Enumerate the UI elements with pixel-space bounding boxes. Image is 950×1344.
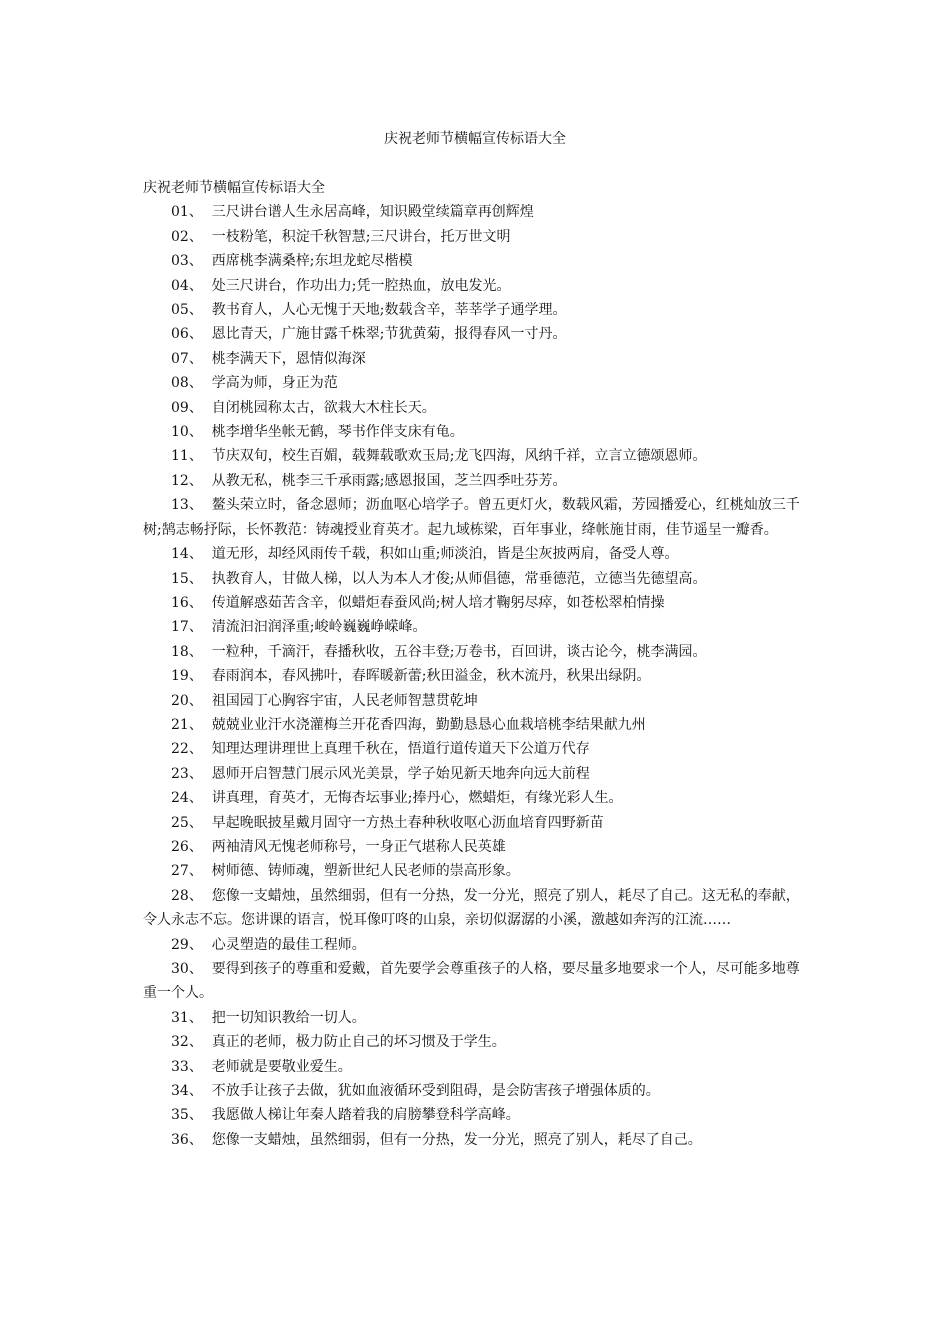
list-item	[143, 347, 813, 371]
item-number: 19、	[171, 668, 203, 685]
item-number: 13、	[171, 497, 203, 514]
item-text: 树师德、铸师魂，塑新世纪人民老师的崇高形象。	[211, 863, 520, 880]
list-item	[143, 689, 813, 713]
item-number: 36、	[171, 1131, 203, 1148]
item-text: 要得到孩子的尊重和爱戴，首先要学会尊重孩子的人格，要尽量多地要求一个人，尽可能多地尊重一个人。	[143, 961, 800, 1002]
item-text: 真正的老师，极力防止自己的坏习惯及于学生。	[211, 1034, 506, 1051]
item-text: 知理达理讲理世上真理千秋在，悟道行道传道天下公道万代存	[211, 741, 590, 758]
list-item	[143, 1128, 813, 1152]
item-text: 从教无私，桃李三千承雨露;感恩报国，芝兰四季吐芬芳。	[211, 472, 567, 489]
document-title: 庆祝老师节横幅宣传标语大全	[384, 131, 566, 147]
list-item	[143, 1079, 813, 1103]
item-number: 16、	[171, 594, 203, 611]
item-number: 35、	[171, 1107, 203, 1124]
item-number: 03、	[171, 253, 203, 270]
item-text: 您像一支蜡烛，虽然细弱，但有一分热，发一分光，照亮了别人，耗尽了自己。	[211, 1131, 702, 1148]
item-text: 鳌头荣立时，备念恩师；沥血呕心培学子。曾五更灯火，数载风霜，芳园播爱心，红桃灿放三千树;鹄志畅抒际，长怀教范：铸魂授业育英才。起九域栋梁，百年事业，绛帐施甘雨，佳节遥呈一瓣香。	[143, 497, 800, 538]
list-item	[143, 567, 813, 591]
item-number: 05、	[171, 302, 203, 319]
item-text: 桃李满天下，恩情似海深	[211, 350, 366, 367]
list-item	[143, 933, 813, 957]
item-number: 33、	[171, 1058, 203, 1075]
item-text: 心灵塑造的最佳工程师。	[211, 936, 366, 953]
item-number: 21、	[171, 716, 203, 733]
list-item	[143, 786, 813, 810]
document-body	[143, 176, 813, 1152]
list-item	[143, 493, 813, 542]
item-number: 24、	[171, 790, 203, 807]
list-item	[143, 274, 813, 298]
item-text: 春雨润本，春风拂叶，春晖暖新蕾;秋田溢金，秋木流丹，秋果出绿阴。	[211, 668, 651, 685]
list-item	[143, 225, 813, 249]
list-item	[143, 713, 813, 737]
item-number: 02、	[171, 228, 203, 245]
item-text: 恩比青天，广施甘露千株翠;节犹黄菊，报得春风一寸丹。	[211, 326, 567, 343]
item-number: 01、	[171, 204, 203, 221]
list-item	[143, 664, 813, 688]
list-item	[143, 1030, 813, 1054]
item-number: 04、	[171, 277, 203, 294]
item-text: 清流汩汩润泽重;峻岭巍巍峥嵘峰。	[211, 619, 427, 636]
item-text: 两袖清风无愧老师称号，一身正气堪称人民英雄	[211, 838, 506, 855]
item-text: 祖国园丁心胸容宇宙，人民老师智慧贯乾坤	[211, 692, 478, 709]
list-item	[143, 322, 813, 346]
document-heading: 庆祝老师节横幅宣传标语大全	[143, 180, 325, 196]
list-item	[143, 298, 813, 322]
item-text: 三尺讲台谱人生永居高峰，知识殿堂续篇章再创辉煌	[211, 204, 534, 221]
item-number: 31、	[171, 1009, 203, 1026]
item-number: 25、	[171, 814, 203, 831]
item-text: 一粒种，千滴汗，春播秋收，五谷丰登;万卷书，百回讲，谈古论今，桃李满园。	[211, 643, 707, 660]
item-number: 10、	[171, 424, 203, 441]
item-number: 12、	[171, 472, 203, 489]
item-text: 执教育人，甘做人梯，以人为本人才俊;从师倡德，常垂德范，立德当先德望高。	[211, 570, 707, 587]
list-item	[143, 811, 813, 835]
item-number: 09、	[171, 399, 203, 416]
item-number: 30、	[171, 961, 203, 977]
item-text: 一枝粉笔，积淀千秋智慧;三尺讲台，托万世文明	[211, 228, 511, 245]
list-item	[143, 762, 813, 786]
list-item	[143, 542, 813, 566]
item-text: 恩师开启智慧门展示风光美景，学子始见新天地奔向远大前程	[211, 765, 590, 782]
list-item	[143, 371, 813, 395]
slogan-list	[143, 200, 813, 1152]
list-item	[143, 835, 813, 859]
list-item	[143, 249, 813, 273]
item-number: 17、	[171, 619, 203, 636]
list-item	[143, 640, 813, 664]
item-text: 教书育人，人心无愧于天地;数载含辛，莘莘学子通学理。	[211, 302, 567, 319]
item-text: 节庆双旬，校生百媚，载舞载歌欢玉局;龙飞四海，风纳千祥，立言立德颂恩师。	[211, 448, 707, 465]
item-text: 把一切知识教给一切人。	[211, 1009, 366, 1026]
list-item	[143, 737, 813, 761]
list-item	[143, 420, 813, 444]
item-text: 早起晚眠披星戴月固守一方热土春种秋收呕心沥血培育四野新苗	[211, 814, 604, 831]
item-number: 27、	[171, 863, 203, 880]
item-text: 您像一支蜡烛，虽然细弱，但有一分热，发一分光，照亮了别人，耗尽了自己。这无私的奉献，令人永志不忘。您讲课的语言，悦耳像叮咚的山泉，亲切似潺潺的小溪，激越如奔泻的江流……	[143, 887, 800, 929]
list-item	[143, 957, 813, 1006]
item-text: 兢兢业业汗水浇灌梅兰开花香四海，勤勤恳恳心血栽培桃李结果献九州	[211, 716, 646, 733]
item-number: 23、	[171, 765, 203, 782]
item-number: 15、	[171, 570, 203, 587]
item-text: 老师就是要敬业爱生。	[211, 1058, 352, 1075]
list-item	[143, 444, 813, 468]
item-text: 传道解惑茹苦含辛，似蜡炬春蚕风尚;树人培才鞠躬尽瘁，如苍松翠柏情操	[211, 594, 665, 611]
item-number: 08、	[171, 375, 203, 392]
item-number: 07、	[171, 350, 203, 367]
item-number: 34、	[171, 1083, 203, 1100]
list-item	[143, 469, 813, 493]
item-text: 自闭桃园称太古，欲栽大木柱长天。	[211, 399, 436, 416]
list-item	[143, 200, 813, 224]
list-item	[143, 884, 813, 933]
list-item	[143, 1103, 813, 1127]
item-text: 桃李增华坐帐无鹤，琴书作伴支床有龟。	[211, 424, 464, 441]
list-item	[143, 396, 813, 420]
item-number: 11、	[171, 448, 203, 465]
list-item	[143, 591, 813, 615]
item-number: 22、	[171, 741, 203, 758]
item-number: 14、	[171, 546, 203, 563]
item-text: 讲真理，育英才，无悔杏坛事业;捧丹心，燃蜡炬，有缘光彩人生。	[211, 790, 623, 807]
list-item	[143, 1055, 813, 1079]
list-item	[143, 859, 813, 883]
list-item	[143, 615, 813, 639]
item-text: 道无形，却经风雨传千载，积如山重;师淡泊，皆是尘灰披两肩，备受人尊。	[211, 546, 679, 563]
item-number: 28、	[171, 887, 203, 904]
item-number: 20、	[171, 692, 203, 709]
item-number: 18、	[171, 643, 203, 660]
item-text: 处三尺讲台，作功出力;凭一腔热血，放电发光。	[211, 277, 511, 294]
item-number: 06、	[171, 326, 203, 343]
item-text: 我愿做人梯让年秦人踏着我的肩膀攀登科学高峰。	[211, 1107, 520, 1124]
list-item	[143, 1006, 813, 1030]
item-text: 西席桃李满桑梓;东坦龙蛇尽楷模	[211, 253, 413, 270]
item-number: 26、	[171, 838, 203, 855]
item-text: 学高为师，身正为范	[211, 375, 338, 392]
item-number: 32、	[171, 1034, 203, 1051]
item-text: 不放手让孩子去做，犹如血液循环受到阻碍，是会防害孩子增强体质的。	[211, 1083, 660, 1100]
item-number: 29、	[171, 936, 203, 953]
